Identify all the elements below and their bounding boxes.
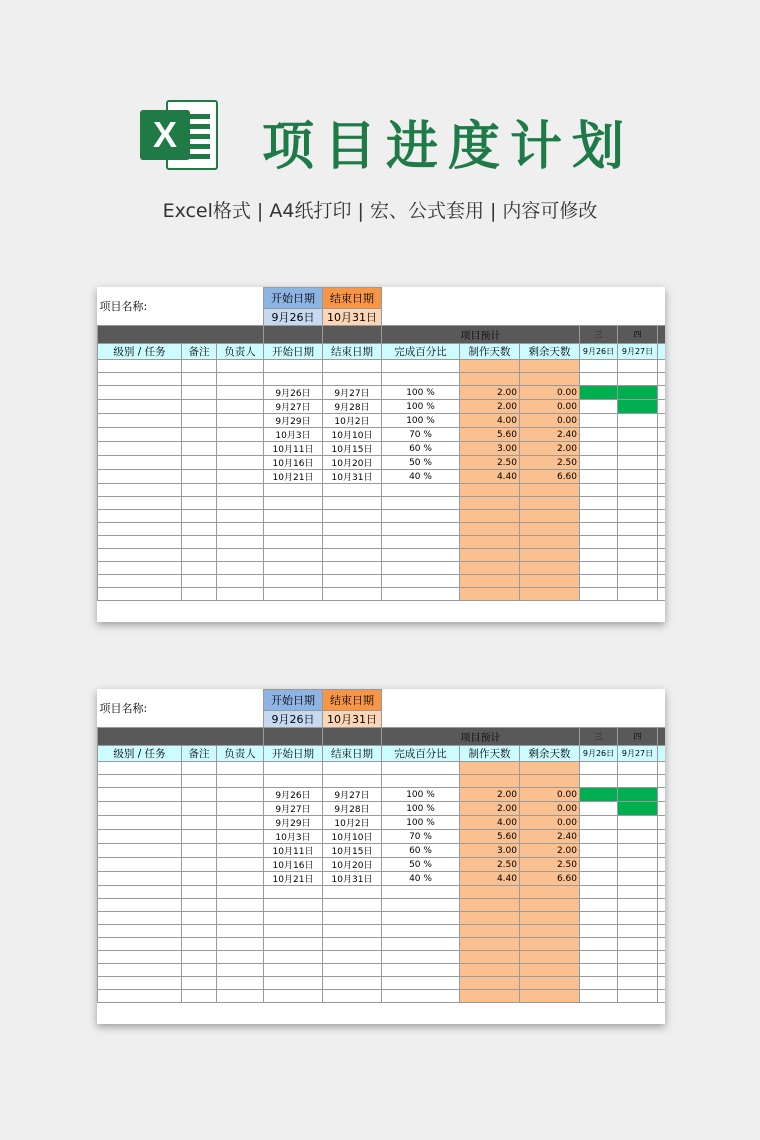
table-row bbox=[98, 977, 666, 990]
table-row bbox=[98, 951, 666, 964]
table-row bbox=[98, 360, 666, 373]
task-days[interactable]: 2.50 bbox=[460, 456, 520, 470]
excel-logo-badge: X bbox=[140, 110, 190, 160]
gantt-cell bbox=[618, 428, 658, 442]
table-row bbox=[98, 899, 666, 912]
column-header: 备注 bbox=[182, 746, 217, 762]
weekday-4: 四 bbox=[618, 326, 658, 344]
table-row bbox=[98, 938, 666, 951]
column-header: 级别 / 任务 bbox=[98, 746, 182, 762]
task-start-date[interactable]: 10月21日 bbox=[264, 872, 323, 886]
column-header: 9月26日 bbox=[580, 344, 618, 360]
gantt-cell bbox=[618, 858, 658, 872]
column-header: 负责人 bbox=[217, 746, 264, 762]
column-header: 完成百分比 bbox=[382, 344, 460, 360]
gantt-cell bbox=[580, 788, 618, 802]
project-name-label: 项目名称: bbox=[99, 300, 148, 314]
column-header: 9月27日 bbox=[618, 746, 658, 762]
table-row bbox=[98, 414, 666, 428]
start-date-header: 开始日期 bbox=[264, 288, 323, 309]
end-date-header: 结束日期 bbox=[323, 288, 382, 309]
table-row bbox=[98, 386, 666, 400]
task-days[interactable]: 2.50 bbox=[460, 858, 520, 872]
table-row bbox=[98, 484, 666, 497]
end-date-value[interactable]: 10月31日 bbox=[323, 711, 382, 728]
column-header: 级别 / 任务 bbox=[98, 344, 182, 360]
gantt-cell bbox=[580, 428, 618, 442]
gantt-cell bbox=[618, 442, 658, 456]
start-date-value[interactable]: 9月26日 bbox=[264, 309, 323, 326]
end-date-header: 结束日期 bbox=[323, 690, 382, 711]
column-header: 完成百分比 bbox=[382, 746, 460, 762]
task-days[interactable]: 4.00 bbox=[460, 414, 520, 428]
table-row bbox=[98, 802, 666, 816]
task-remaining[interactable]: 2.00 bbox=[520, 844, 580, 858]
task-days[interactable]: 2.00 bbox=[460, 400, 520, 414]
task-start-date[interactable]: 10月11日 bbox=[264, 844, 323, 858]
column-header: 开始日期 bbox=[264, 344, 323, 360]
gantt-cell bbox=[580, 830, 618, 844]
task-end-date[interactable]: 10月20日 bbox=[323, 858, 382, 872]
gantt-cell bbox=[618, 400, 658, 414]
table-row bbox=[98, 536, 666, 549]
task-end-date[interactable]: 10月31日 bbox=[323, 872, 382, 886]
task-end-date[interactable]: 9月27日 bbox=[323, 788, 382, 802]
schedule-table bbox=[97, 689, 665, 1003]
task-start-date[interactable]: 9月29日 bbox=[264, 414, 323, 428]
task-completion[interactable]: 40 % bbox=[382, 470, 460, 484]
task-start-date[interactable]: 9月26日 bbox=[264, 386, 323, 400]
task-end-date[interactable]: 10月15日 bbox=[323, 844, 382, 858]
table-row bbox=[98, 442, 666, 456]
page-title: 项目进度计划 bbox=[262, 116, 635, 177]
task-start-date[interactable]: 9月29日 bbox=[264, 816, 323, 830]
table-row bbox=[98, 816, 666, 830]
table-row bbox=[98, 762, 666, 775]
table-row bbox=[98, 470, 666, 484]
table-row bbox=[98, 562, 666, 575]
task-days[interactable]: 2.00 bbox=[460, 788, 520, 802]
gantt-cell bbox=[580, 872, 618, 886]
task-end-date[interactable]: 9月28日 bbox=[323, 802, 382, 816]
task-remaining[interactable]: 6.60 bbox=[520, 872, 580, 886]
table-row bbox=[98, 510, 666, 523]
task-remaining[interactable]: 2.50 bbox=[520, 456, 580, 470]
task-start-date[interactable]: 9月27日 bbox=[264, 400, 323, 414]
task-remaining[interactable]: 2.50 bbox=[520, 858, 580, 872]
task-end-date[interactable]: 10月10日 bbox=[323, 428, 382, 442]
table-row bbox=[98, 575, 666, 588]
column-header: 9月27日 bbox=[618, 344, 658, 360]
gantt-cell bbox=[580, 858, 618, 872]
header bbox=[0, 0, 760, 260]
task-remaining[interactable]: 0.00 bbox=[520, 802, 580, 816]
table-row bbox=[98, 400, 666, 414]
task-completion[interactable]: 40 % bbox=[382, 872, 460, 886]
table-row bbox=[98, 925, 666, 938]
gantt-cell bbox=[580, 386, 618, 400]
gantt-cell bbox=[580, 844, 618, 858]
task-completion[interactable]: 70 % bbox=[382, 830, 460, 844]
task-days[interactable]: 4.40 bbox=[460, 470, 520, 484]
task-completion[interactable]: 100 % bbox=[382, 788, 460, 802]
table-row bbox=[98, 775, 666, 788]
gantt-cell bbox=[580, 442, 618, 456]
table-row bbox=[98, 886, 666, 899]
task-remaining[interactable]: 0.00 bbox=[520, 386, 580, 400]
task-end-date[interactable]: 10月20日 bbox=[323, 456, 382, 470]
table-row bbox=[98, 858, 666, 872]
table-row bbox=[98, 428, 666, 442]
task-remaining[interactable]: 0.00 bbox=[520, 400, 580, 414]
start-date-value[interactable]: 9月26日 bbox=[264, 711, 323, 728]
column-header: 剩余天数 bbox=[520, 746, 580, 762]
gantt-cell bbox=[618, 830, 658, 844]
gantt-cell bbox=[580, 400, 618, 414]
column-header: 结束日期 bbox=[323, 344, 382, 360]
project-estimate-header: 项目预计 bbox=[382, 728, 580, 746]
task-start-date[interactable]: 10月21日 bbox=[264, 470, 323, 484]
task-completion[interactable]: 50 % bbox=[382, 858, 460, 872]
project-estimate-header: 项目预计 bbox=[382, 326, 580, 344]
end-date-value[interactable]: 10月31日 bbox=[323, 309, 382, 326]
task-start-date[interactable]: 9月26日 bbox=[264, 788, 323, 802]
task-end-date[interactable]: 10月10日 bbox=[323, 830, 382, 844]
column-header: 备注 bbox=[182, 344, 217, 360]
gantt-cell bbox=[618, 872, 658, 886]
table-row bbox=[98, 456, 666, 470]
table-row bbox=[98, 523, 666, 536]
task-completion[interactable]: 100 % bbox=[382, 816, 460, 830]
task-remaining[interactable]: 0.00 bbox=[520, 788, 580, 802]
task-completion[interactable]: 70 % bbox=[382, 428, 460, 442]
table-row bbox=[98, 830, 666, 844]
task-completion[interactable]: 100 % bbox=[382, 400, 460, 414]
table-row bbox=[98, 912, 666, 925]
spreadsheet-preview-2 bbox=[97, 689, 665, 1024]
task-end-date[interactable]: 9月28日 bbox=[323, 400, 382, 414]
gantt-cell bbox=[618, 802, 658, 816]
task-completion[interactable]: 60 % bbox=[382, 844, 460, 858]
spreadsheet-preview-1 bbox=[97, 287, 665, 622]
gantt-cell bbox=[618, 386, 658, 400]
task-completion[interactable]: 50 % bbox=[382, 456, 460, 470]
task-days[interactable]: 2.00 bbox=[460, 802, 520, 816]
task-end-date[interactable]: 10月2日 bbox=[323, 414, 382, 428]
gantt-cell bbox=[618, 816, 658, 830]
table-row bbox=[98, 990, 666, 1003]
task-remaining[interactable]: 2.00 bbox=[520, 442, 580, 456]
task-remaining[interactable]: 0.00 bbox=[520, 816, 580, 830]
table-row bbox=[98, 788, 666, 802]
table-row bbox=[98, 549, 666, 562]
column-header: 制作天数 bbox=[460, 746, 520, 762]
task-start-date[interactable]: 10月3日 bbox=[264, 830, 323, 844]
task-days[interactable]: 5.60 bbox=[460, 830, 520, 844]
page-subtitle: Excel格式 | A4纸打印 | 宏、公式套用 | 内容可修改 bbox=[162, 200, 598, 222]
task-start-date[interactable]: 10月11日 bbox=[264, 442, 323, 456]
table-row bbox=[98, 872, 666, 886]
column-header: 剩余天数 bbox=[520, 344, 580, 360]
gantt-cell bbox=[580, 470, 618, 484]
gantt-cell bbox=[618, 844, 658, 858]
table-row bbox=[98, 588, 666, 601]
column-header: 结束日期 bbox=[323, 746, 382, 762]
task-end-date[interactable]: 9月27日 bbox=[323, 386, 382, 400]
gantt-cell bbox=[618, 788, 658, 802]
gantt-cell bbox=[580, 414, 618, 428]
excel-logo-icon bbox=[140, 100, 220, 170]
task-days[interactable]: 5.60 bbox=[460, 428, 520, 442]
schedule-table bbox=[97, 287, 665, 601]
task-start-date[interactable]: 10月16日 bbox=[264, 858, 323, 872]
table-row bbox=[98, 964, 666, 977]
column-header: 制作天数 bbox=[460, 344, 520, 360]
task-remaining[interactable]: 0.00 bbox=[520, 414, 580, 428]
table-row bbox=[98, 497, 666, 510]
task-end-date[interactable]: 10月31日 bbox=[323, 470, 382, 484]
task-start-date[interactable]: 10月3日 bbox=[264, 428, 323, 442]
project-name-label: 项目名称: bbox=[99, 702, 148, 716]
task-completion[interactable]: 60 % bbox=[382, 442, 460, 456]
task-remaining[interactable]: 2.40 bbox=[520, 428, 580, 442]
task-remaining[interactable]: 2.40 bbox=[520, 830, 580, 844]
task-start-date[interactable]: 9月27日 bbox=[264, 802, 323, 816]
task-days[interactable]: 3.00 bbox=[460, 844, 520, 858]
start-date-header: 开始日期 bbox=[264, 690, 323, 711]
gantt-cell bbox=[618, 414, 658, 428]
weekday-4: 四 bbox=[618, 728, 658, 746]
task-days[interactable]: 2.00 bbox=[460, 386, 520, 400]
task-days[interactable]: 4.00 bbox=[460, 816, 520, 830]
task-days[interactable]: 3.00 bbox=[460, 442, 520, 456]
task-start-date[interactable]: 10月16日 bbox=[264, 456, 323, 470]
task-days[interactable]: 4.40 bbox=[460, 872, 520, 886]
task-completion[interactable]: 100 % bbox=[382, 386, 460, 400]
gantt-cell bbox=[618, 456, 658, 470]
task-remaining[interactable]: 6.60 bbox=[520, 470, 580, 484]
gantt-cell bbox=[618, 470, 658, 484]
column-header: 9月26日 bbox=[580, 746, 618, 762]
task-end-date[interactable]: 10月2日 bbox=[323, 816, 382, 830]
task-completion[interactable]: 100 % bbox=[382, 414, 460, 428]
gantt-cell bbox=[580, 802, 618, 816]
column-header: 开始日期 bbox=[264, 746, 323, 762]
gantt-cell bbox=[580, 456, 618, 470]
table-row bbox=[98, 373, 666, 386]
column-header: 负责人 bbox=[217, 344, 264, 360]
task-completion[interactable]: 100 % bbox=[382, 802, 460, 816]
gantt-cell bbox=[580, 816, 618, 830]
task-end-date[interactable]: 10月15日 bbox=[323, 442, 382, 456]
table-row bbox=[98, 844, 666, 858]
weekday-3: 三 bbox=[580, 326, 618, 344]
weekday-3: 三 bbox=[580, 728, 618, 746]
